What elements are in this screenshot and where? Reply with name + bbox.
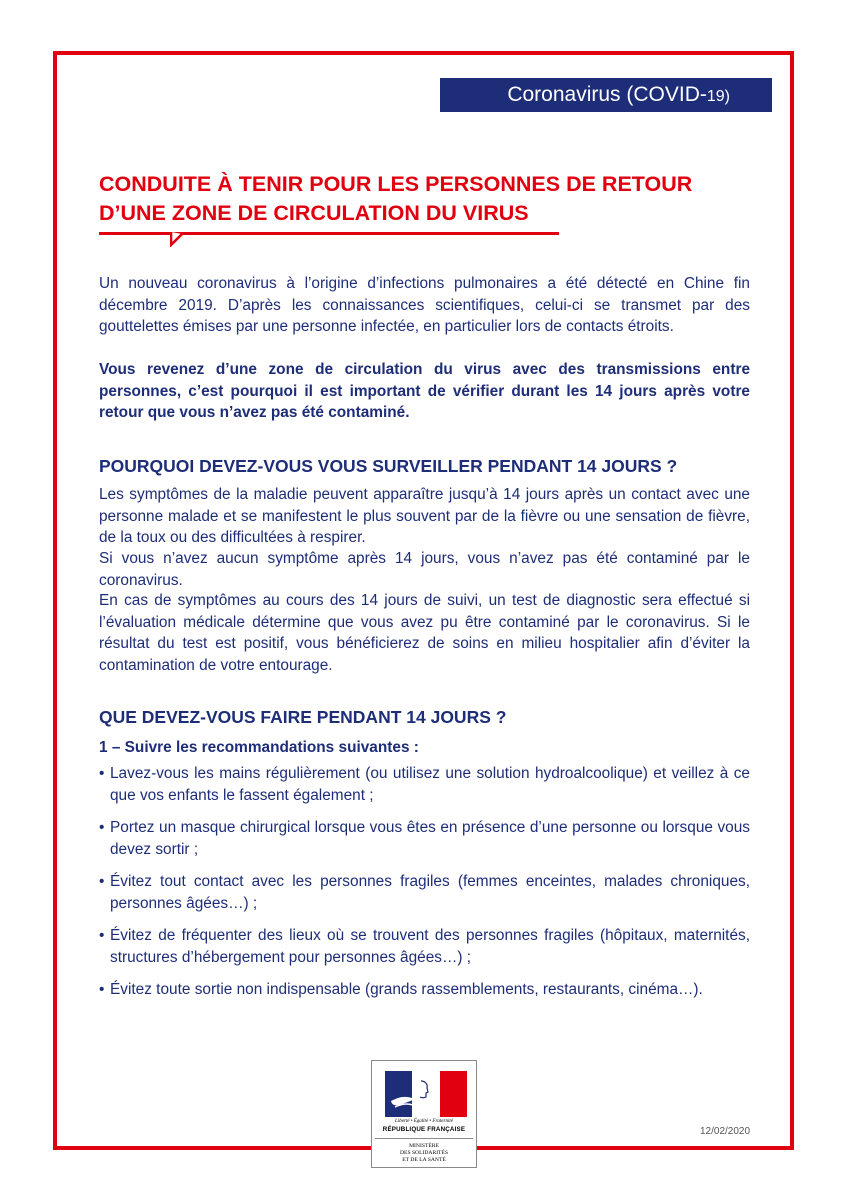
title-underline bbox=[99, 232, 559, 235]
list-item-text: Évitez tout contact avec les personnes fragiles (femmes enceintes, malades chroniques, personnes âgées…) ; bbox=[110, 873, 750, 912]
intro-paragraph: Un nouveau coronavirus à l’origine d’infections pulmonaires a été détecté en Chine fin décembre 2019. D’après les connaissances scientifiques, celui-ci se transmet par des gouttelettes émises par une personne infectée, en particulier lors de contacts étroits. bbox=[99, 275, 750, 335]
speech-notch-icon bbox=[170, 231, 190, 247]
logo-republic: RÉPUBLIQUE FRANÇAISE bbox=[382, 1126, 466, 1133]
logo-ministry bbox=[372, 1143, 476, 1164]
ministry-line-2: DES SOLIDARITÉS bbox=[399, 1150, 448, 1156]
list-item bbox=[99, 925, 750, 968]
section-why-paragraph-2: Si vous n’avez aucun symptôme après 14 jours, vous n’avez pas été contaminé par le coronavirus. bbox=[99, 550, 750, 589]
title-line-2: D’UNE ZONE DE CIRCULATION DU VIRUS bbox=[99, 201, 529, 225]
section-what-heading: QUE DEVEZ-VOUS FAIRE PENDANT 14 JOURS ? bbox=[99, 707, 507, 727]
bullet-icon: • bbox=[99, 765, 105, 782]
list-item-text: Évitez toute sortie non indispensable (grands rassemblements, restaurants, cinéma…). bbox=[110, 981, 703, 998]
bullet-icon: • bbox=[99, 819, 105, 836]
bullet-icon: • bbox=[99, 873, 105, 890]
government-logo bbox=[371, 1060, 477, 1168]
banner-number: 19) bbox=[706, 88, 730, 105]
document-date: 12/02/2020 bbox=[700, 1126, 751, 1137]
recommendations-subheading: 1 – Suivre les recommandations suivantes : bbox=[99, 739, 419, 756]
topic-banner bbox=[440, 78, 772, 112]
ministry-line-3: ET DE LA SANTÉ bbox=[402, 1157, 446, 1163]
recommendations-list bbox=[99, 763, 750, 1012]
marianne-flag-icon bbox=[385, 1071, 467, 1117]
section-why-paragraph-3: En cas de symptômes au cours des 14 jours de suivi, un test de diagnostic sera effectué si l’évaluation médicale détermine que vous avez pu être contaminé par le coronavirus. Si le résultat du test est positif, vous bénéficierez de soins en milieu hospitalier afin d’éviter la contamination de votre entourage. bbox=[99, 592, 750, 674]
banner-text: Coronavirus (COVID- bbox=[507, 83, 707, 106]
list-item bbox=[99, 979, 750, 1001]
section-why-heading: POURQUOI DEVEZ-VOUS VOUS SURVEILLER PENDANT 14 JOURS ? bbox=[99, 456, 678, 476]
list-item-text: Évitez de fréquenter des lieux où se trouvent des personnes fragiles (hôpitaux, maternités, structures d’hébergement pour personnes âgées…) ; bbox=[110, 927, 750, 966]
page-title bbox=[99, 170, 739, 228]
intro-bold-paragraph: Vous revenez d’une zone de circulation du virus avec des transmissions entre personnes, c’est pourquoi il est important de vérifier durant les 14 jours après votre retour que vous n’avez pas été contaminé. bbox=[99, 361, 750, 421]
list-item bbox=[99, 817, 750, 860]
title-line-1: CONDUITE À TENIR POUR LES PERSONNES DE RETOUR bbox=[99, 172, 693, 196]
list-item bbox=[99, 763, 750, 806]
section-why-paragraph-1: Les symptômes de la maladie peuvent apparaître jusqu’à 14 jours après un contact avec une personne malade et se manifestent le plus souvent par de la fièvre ou une sensation de fièvre, de la toux ou des difficultées à respirer. bbox=[99, 486, 750, 546]
list-item-text: Lavez-vous les mains régulièrement (ou utilisez une solution hydroalcoolique) et veillez à ce que vos enfants le fassent également ; bbox=[110, 765, 750, 804]
list-item bbox=[99, 871, 750, 914]
ministry-line-1: MINISTÈRE bbox=[409, 1143, 439, 1149]
bullet-icon: • bbox=[99, 981, 105, 998]
logo-divider bbox=[375, 1138, 473, 1139]
logo-motto: Liberté • Égalité • Fraternité bbox=[395, 1119, 453, 1124]
list-item-text: Portez un masque chirurgical lorsque vous êtes en présence d’une personne ou lorsque vous devez sortir ; bbox=[110, 819, 750, 858]
bullet-icon: • bbox=[99, 927, 105, 944]
